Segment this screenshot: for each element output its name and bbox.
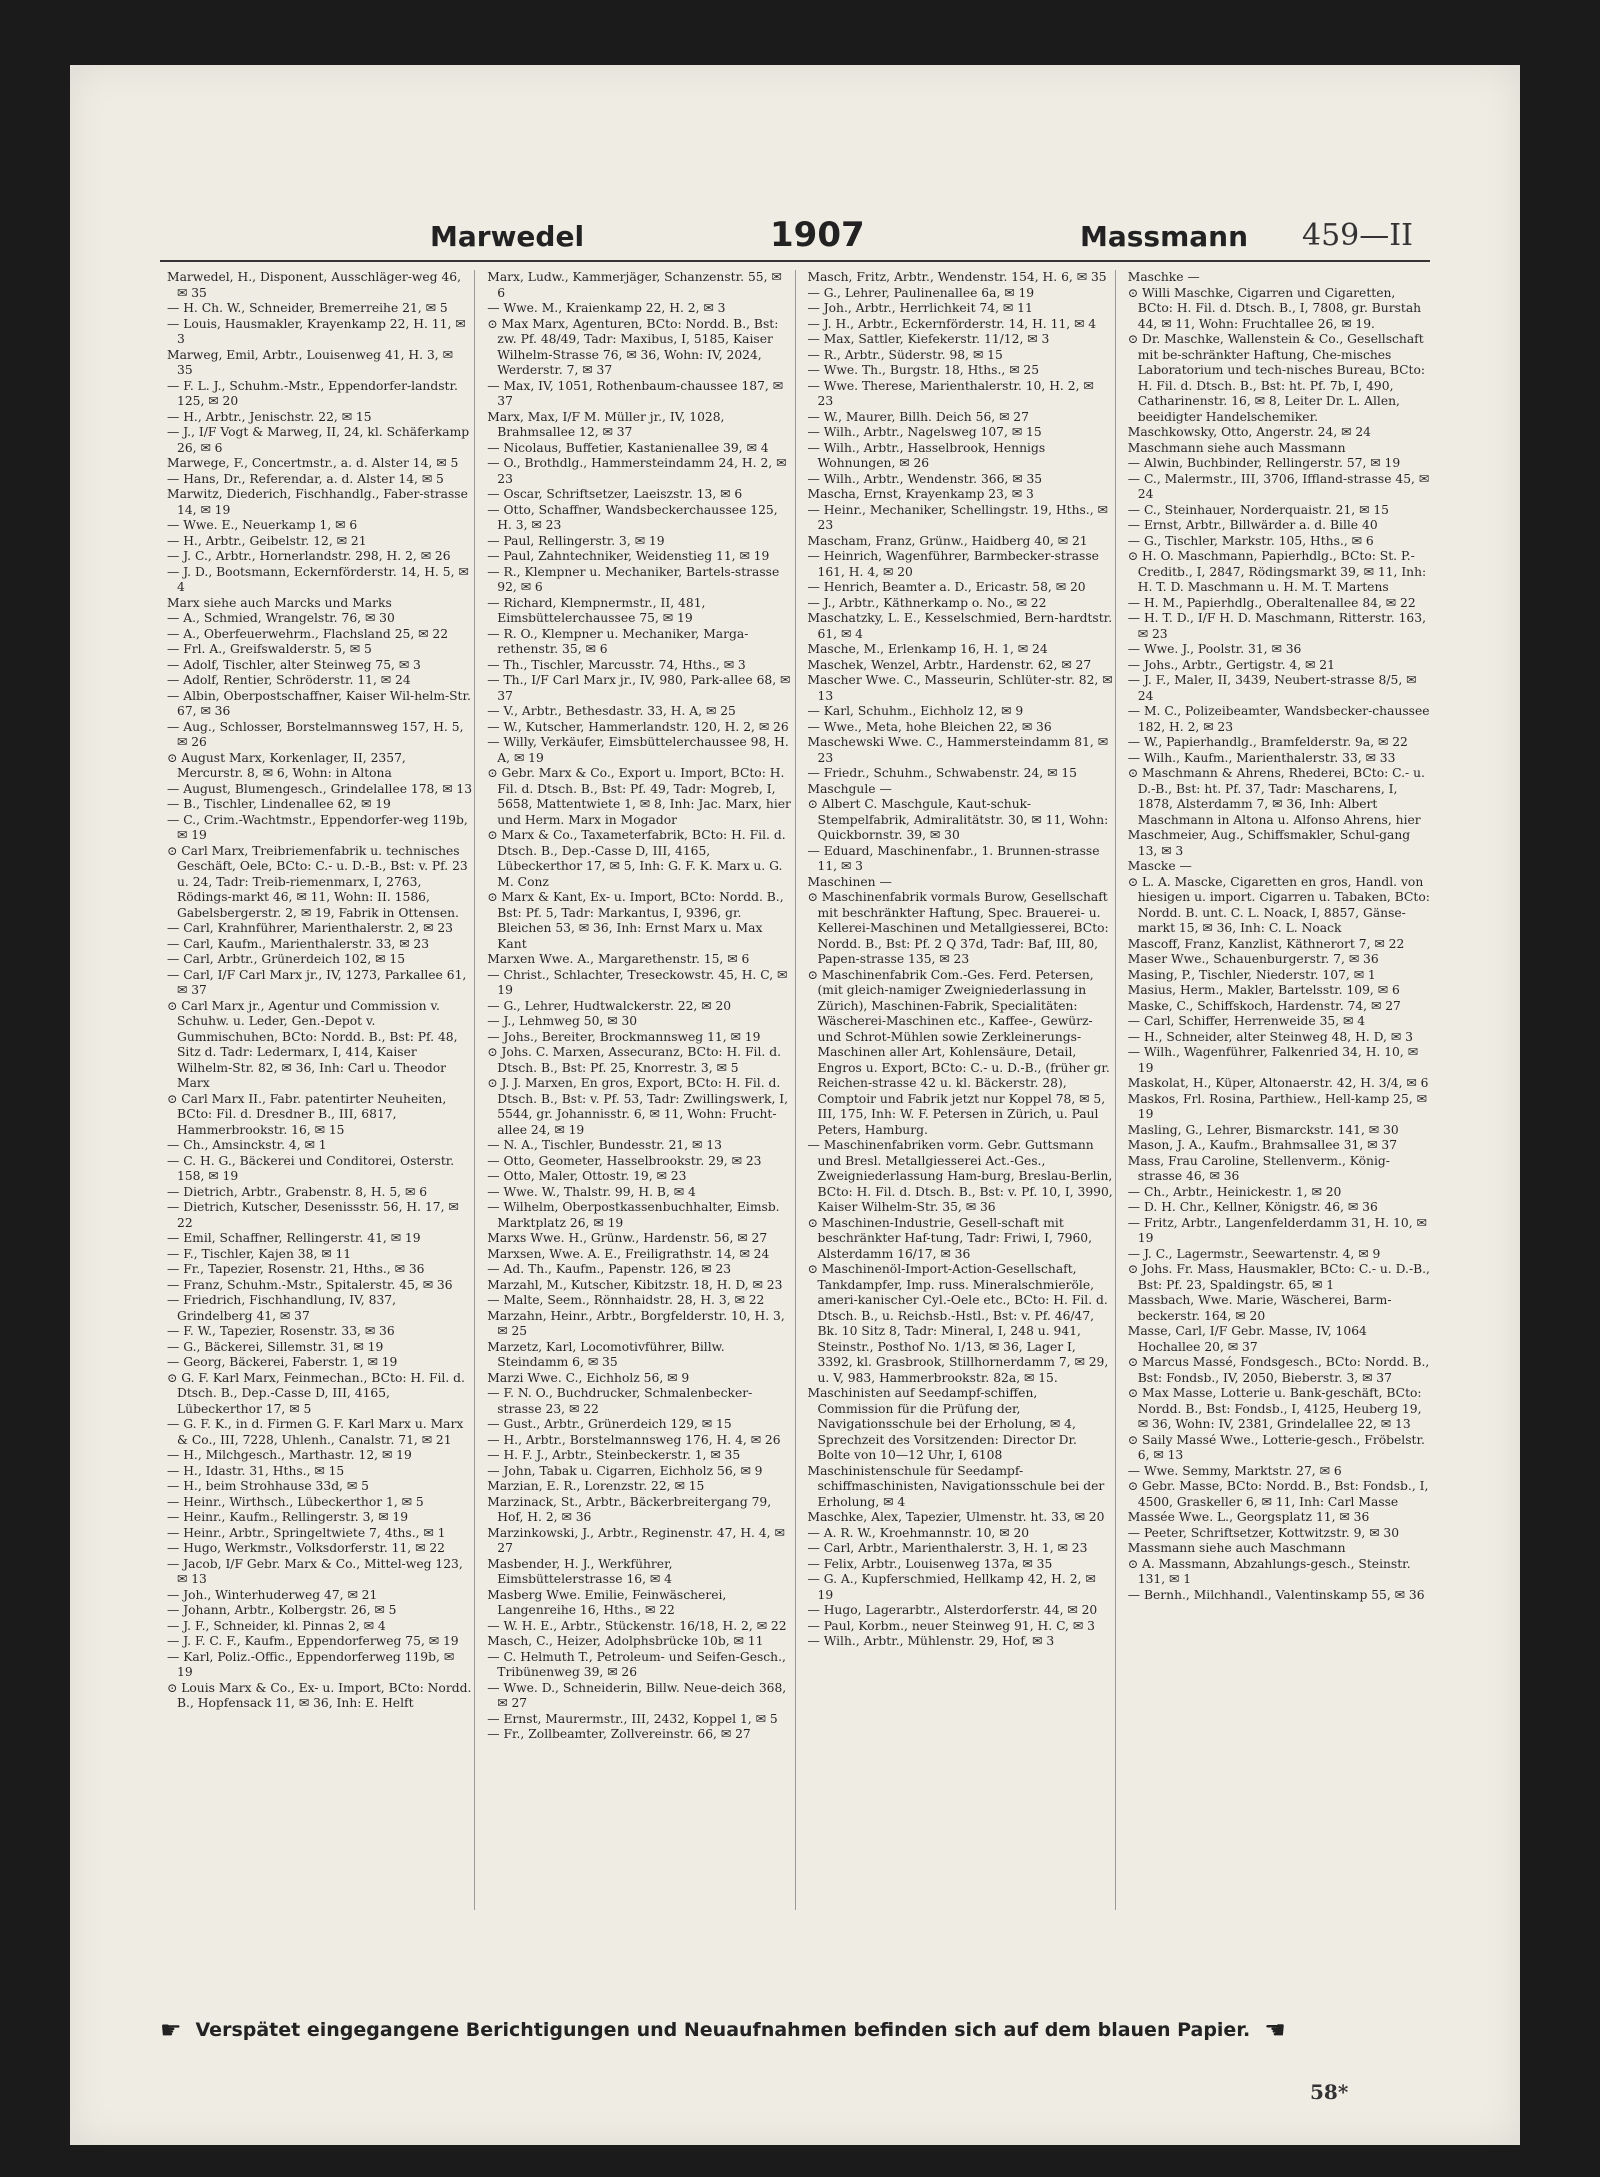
entry-columns bbox=[165, 270, 1435, 1910]
directory-entry: — Jacob, I/F Gebr. Marx & Co., Mittel-weg 123, ✉ 13 bbox=[167, 1556, 463, 1586]
directory-entry: ⊙ Maschinenöl-Import-Action-Gesellschaft, Tankdampfer, Imp. russ. Mineralschmieröle, ameri-kanischer Cyl.-Oele etc., BCto: H. Fil. d. Dtsch. B., u. Reichsb.-Hstl., Bst: v. Pf. 46/47, Bk. 10 Sitz 8, Tadr: Mineral, I, 248 u. 941, Steinstr., Posthof No. 1/13, ✉ 36, Lager I, 3392, kl. Grasbrook, Stillhornerdamm 7, ✉ 29, u. V, 983, Hammerbrookstr. 82a, ✉ 15. bbox=[807, 1262, 1109, 1385]
directory-entry: ⊙ Max Marx, Agenturen, BCto: Nordd. B., Bst: zw. Pf. 48/49, Tadr: Maxibus, I, 5185, Kaiser Wilhelm-Strasse 76, ✉ 36, Wohn: IV, 2024, Werderstr. 7, ✉ 37 bbox=[487, 316, 779, 377]
directory-entry: Maser Wwe., Schauenburgerstr. 7, ✉ 36 bbox=[1127, 952, 1379, 966]
directory-entry: — C., Crim.-Wachtmstr., Eppendorfer-weg 119b, ✉ 19 bbox=[167, 812, 468, 842]
directory-entry: — Wilhelm, Oberpostkassenbuchhalter, Eimsb. Marktplatz 26, ✉ 19 bbox=[487, 1200, 780, 1230]
directory-entry: — Hans, Dr., Referendar, a. d. Alster 14, ✉ 5 bbox=[167, 471, 444, 486]
directory-entry: ⊙ Maschinenfabrik vormals Burow, Gesellschaft mit beschränkter Haftung, Spec. Brauerei- u. Kellerei-Maschinen und Metallgiesserei, BCto: Nordd. B., Bst: Pf. 2 Q 37d, Tadr: Baf, III, 80, Papen-strasse 135, ✉ 23 bbox=[807, 890, 1109, 966]
directory-entry: Maske, C., Schiffskoch, Hardenstr. 74, ✉ 27 bbox=[1127, 998, 1401, 1013]
directory-entry: ⊙ L. A. Mascke, Cigaretten en gros, Handl. von hiesigen u. import. Cigarren u. Tabaken, BCto: Nordd. B. unt. C. L. Noack, I, 8857, Gänse-markt 15, ✉ 36, Inh: C. L. Noack bbox=[1127, 874, 1430, 935]
directory-entry: — Wilh., Arbtr., Mühlenstr. 29, Hof, ✉ 3 bbox=[807, 1634, 1055, 1648]
signature-mark: 58* bbox=[1310, 2080, 1349, 2104]
directory-entry: ⊙ Johs. C. Marxen, Assecuranz, BCto: H. Fil. d. Dtsch. B., Bst: Pf. 25, Knorrestr. 3, ✉ 5 bbox=[487, 1045, 782, 1075]
pointing-hand-icon: ☛ bbox=[160, 2016, 182, 2044]
directory-entry: Masius, Herm., Makler, Bartelsstr. 109, ✉ 6 bbox=[1127, 983, 1400, 997]
directory-entry: — Wwe. D., Schneiderin, Billw. Neue-deich 368, ✉ 27 bbox=[487, 1680, 787, 1710]
directory-entry: — D. H. Chr., Kellner, Königstr. 46, ✉ 36 bbox=[1127, 1200, 1378, 1214]
directory-entry: — Otto, Schaffner, Wandsbeckerchaussee 125, H. 3, ✉ 23 bbox=[487, 502, 778, 532]
directory-entry: — Fr., Zollbeamter, Zollvereinstr. 66, ✉ 27 bbox=[487, 1727, 751, 1741]
directory-entry: — Wwe. Therese, Marienthalerstr. 10, H. 2, ✉ 23 bbox=[807, 378, 1094, 408]
directory-entry: Mascha, Ernst, Krayenkamp 23, ✉ 3 bbox=[807, 487, 1034, 501]
directory-entry: Marwege, F., Concertmstr., a. d. Alster 14, ✉ 5 bbox=[167, 456, 459, 470]
directory-entry: — B., Tischler, Lindenallee 62, ✉ 19 bbox=[167, 797, 391, 811]
directory-entry: — Hugo, Werkmstr., Volksdorferstr. 11, ✉ 22 bbox=[167, 1541, 445, 1555]
directory-entry: — Albin, Oberpostschaffner, Kaiser Wil-helm-Str. 67, ✉ 36 bbox=[167, 688, 471, 718]
directory-entry: Masling, G., Lehrer, Bismarckstr. 141, ✉ 30 bbox=[1127, 1122, 1399, 1137]
column-4 bbox=[1126, 270, 1435, 1910]
directory-entry: — Gust., Arbtr., Grünerdeich 129, ✉ 15 bbox=[487, 1417, 732, 1431]
column-2 bbox=[485, 270, 795, 1910]
directory-entry: ⊙ Saily Massé Wwe., Lotterie-gesch., Fröbelstr. 6, ✉ 13 bbox=[1127, 1432, 1425, 1462]
directory-entry: — R., Klempner u. Mechaniker, Bartels-strasse 92, ✉ 6 bbox=[487, 564, 780, 594]
directory-entry: — J. F., Schneider, kl. Pinnas 2, ✉ 4 bbox=[167, 1618, 386, 1633]
directory-entry: — Louis, Hausmakler, Krayenkamp 22, H. 11, ✉ 3 bbox=[167, 316, 466, 346]
directory-entry: Marweg, Emil, Arbtr., Louisenweg 41, H. 3, ✉ 35 bbox=[167, 347, 453, 377]
directory-entry: — Paul, Rellingerstr. 3, ✉ 19 bbox=[487, 533, 665, 548]
header-rule bbox=[160, 260, 1430, 262]
directory-entry: — Aug., Schlosser, Borstelmannsweg 157, H. 5, ✉ 26 bbox=[167, 719, 464, 749]
directory-entry: ⊙ Carl Marx jr., Agentur und Commission v. Schuhw. u. Leder, Gen.-Depot v. Gummischuhen, BCto: Nordd. B., Bst: Pf. 48, Sitz d. Tadr: Ledermarx, I, 414, Kaiser Wilhelm-Str. 82, ✉ 36, Inh: Carl u. Theodor Marx bbox=[167, 998, 458, 1090]
directory-entry: Maskolat, H., Küper, Altonaerstr. 42, H. 3/4, ✉ 6 bbox=[1127, 1076, 1429, 1090]
directory-entry: — Carl, Arbtr., Marienthalerstr. 3, H. 1, ✉ 23 bbox=[807, 1541, 1088, 1555]
directory-entry: — Heinr., Wirthsch., Lübeckerthor 1, ✉ 5 bbox=[167, 1494, 424, 1509]
directory-entry: — Wwe. Semmy, Marktstr. 27, ✉ 6 bbox=[1127, 1463, 1342, 1478]
directory-entry: — Paul, Zahntechniker, Weidenstieg 11, ✉ 19 bbox=[487, 549, 770, 563]
directory-entry: — Richard, Klempnermstr., II, 481, Eimsbüttelerchaussee 75, ✉ 19 bbox=[487, 595, 706, 625]
directory-entry: — Frl. A., Greifswalderstr. 5, ✉ 5 bbox=[167, 642, 372, 656]
directory-entry: — F., Tischler, Kajen 38, ✉ 11 bbox=[167, 1246, 352, 1261]
directory-entry: Maschgule — bbox=[807, 781, 892, 796]
directory-entry: — Wilh., Arbtr., Wendenstr. 366, ✉ 35 bbox=[807, 471, 1043, 486]
directory-entry: ⊙ Willi Maschke, Cigarren und Cigaretten, BCto: H. Fil. d. Dtsch. B., I, 7808, gr. Burstah 44, ✉ 11, Wohn: Fruchtallee 26, ✉ 19. bbox=[1127, 285, 1422, 331]
directory-entry: — Fr., Tapezier, Rosenstr. 21, Hths., ✉ 36 bbox=[167, 1262, 425, 1276]
directory-entry: — Nicolaus, Buffetier, Kastanienallee 39, ✉ 4 bbox=[487, 440, 769, 455]
directory-entry: ⊙ Dr. Maschke, Wallenstein & Co., Gesellschaft mit be-schränkter Haftung, Che-misches Laboratorium und tech-nisches Bureau, BCto: H. Fil. d. Dtsch. B., Bst: ht. Pf. 7b, I, 490, Catharinenstr. 16, ✉ 8, Leiter Dr. L. Allen, beeidigter Handelschemiker. bbox=[1127, 332, 1425, 424]
directory-entry: — John, Tabak u. Cigarren, Eichholz 56, ✉ 9 bbox=[487, 1463, 763, 1478]
directory-entry: — Heinr., Kaufm., Rellingerstr. 3, ✉ 19 bbox=[167, 1510, 409, 1524]
directory-entry: — H., Milchgesch., Marthastr. 12, ✉ 19 bbox=[167, 1448, 412, 1462]
directory-entry: Maschkowsky, Otto, Angerstr. 24, ✉ 24 bbox=[1127, 425, 1371, 439]
directory-entry: — Wilh., Arbtr., Nagelsweg 107, ✉ 15 bbox=[807, 425, 1042, 439]
directory-entry: Marxsen, Wwe. A. E., Freiligrathstr. 14, ✉ 24 bbox=[487, 1246, 770, 1261]
directory-entry: — Ad. Th., Kaufm., Papenstr. 126, ✉ 23 bbox=[487, 1262, 732, 1276]
directory-entry: Maschmann siehe auch Massmann bbox=[1127, 440, 1346, 455]
directory-entry: Maschewski Wwe. C., Hammersteindamm 81, ✉ 23 bbox=[807, 735, 1109, 765]
directory-entry: — Otto, Geometer, Hasselbrookstr. 29, ✉ 23 bbox=[487, 1153, 762, 1168]
directory-entry: — G., Lehrer, Paulinenallee 6a, ✉ 19 bbox=[807, 285, 1035, 300]
directory-entry: — Joh., Arbtr., Herrlichkeit 74, ✉ 11 bbox=[807, 301, 1033, 315]
directory-entry: — H., Arbtr., Geibelstr. 12, ✉ 21 bbox=[167, 533, 367, 548]
directory-entry: — Ch., Amsinckstr. 4, ✉ 1 bbox=[167, 1138, 327, 1152]
directory-entry: — Ernst, Maurermstr., III, 2432, Koppel 1, ✉ 5 bbox=[487, 1711, 778, 1726]
directory-entry: — Emil, Schaffner, Rellingerstr. 41, ✉ 19 bbox=[167, 1231, 421, 1245]
directory-entry: — J. H., Arbtr., Eckernförderstr. 14, H. 11, ✉ 4 bbox=[807, 316, 1097, 331]
directory-entry: — Malte, Seem., Rönnhaidstr. 28, H. 3, ✉ 22 bbox=[487, 1293, 765, 1307]
directory-entry: — H. Ch. W., Schneider, Bremerreihe 21, ✉ 5 bbox=[167, 301, 448, 315]
directory-entry: Mass, Frau Caroline, Stellenverm., König-strasse 46, ✉ 36 bbox=[1127, 1153, 1390, 1183]
directory-entry: — G. F. K., in d. Firmen G. F. Karl Marx u. Marx & Co., III, 7228, Uhlenh., Canalstr. 71, ✉ 21 bbox=[167, 1417, 464, 1447]
directory-entry: Marzian, E. R., Lorenzstr. 22, ✉ 15 bbox=[487, 1479, 705, 1493]
directory-entry: Maschatzky, L. E., Kesselschmied, Bern-hardtstr. 61, ✉ 4 bbox=[807, 611, 1113, 641]
directory-entry: — Wwe. J., Poolstr. 31, ✉ 36 bbox=[1127, 642, 1302, 656]
directory-entry: — Oscar, Schriftsetzer, Laeiszstr. 13, ✉ 6 bbox=[487, 487, 743, 501]
directory-entry: Maschke — bbox=[1127, 270, 1200, 284]
directory-entry: Maskos, Frl. Rosina, Parthiew., Hell-kamp 25, ✉ 19 bbox=[1127, 1091, 1427, 1121]
directory-entry: — H., beim Strohhause 33d, ✉ 5 bbox=[167, 1479, 369, 1493]
directory-entry: — G. A., Kupferschmied, Hellkamp 42, H. 2, ✉ 19 bbox=[807, 1572, 1096, 1602]
directory-entry: — H. M., Papierhdlg., Oberaltenallee 84, ✉ 22 bbox=[1127, 595, 1416, 610]
directory-entry: Mascham, Franz, Grünw., Haidberg 40, ✉ 21 bbox=[807, 533, 1088, 548]
directory-entry: Masse, Carl, I/F Gebr. Masse, IV, 1064 Hochallee 20, ✉ 37 bbox=[1127, 1324, 1367, 1354]
directory-entry: — Johs., Bereiter, Brockmannsweg 11, ✉ 19 bbox=[487, 1029, 761, 1044]
directory-entry: — A., Schmied, Wrangelstr. 76, ✉ 30 bbox=[167, 611, 395, 625]
directory-entry: Mason, J. A., Kaufm., Brahmsallee 31, ✉ 37 bbox=[1127, 1138, 1398, 1152]
directory-entry: Masch, C., Heizer, Adolphsbrücke 10b, ✉ 11 bbox=[487, 1634, 764, 1648]
directory-entry: — J. F. C. F., Kaufm., Eppendorferweg 75, ✉ 19 bbox=[167, 1634, 459, 1648]
directory-entry: Maschinen — bbox=[807, 874, 892, 889]
directory-entry: Massée Wwe. L., Georgsplatz 11, ✉ 36 bbox=[1127, 1510, 1370, 1524]
directory-entry: — J. D., Bootsmann, Eckernförderstr. 14, H. 5, ✉ 4 bbox=[167, 564, 469, 594]
directory-entry: — J. F., Maler, II, 3439, Neubert-strasse 8/5, ✉ 24 bbox=[1127, 673, 1417, 703]
directory-entry: — Wwe. M., Kraienkamp 22, H. 2, ✉ 3 bbox=[487, 301, 726, 315]
directory-entry: Marwedel, H., Disponent, Ausschläger-weg 46, ✉ 35 bbox=[167, 270, 462, 300]
directory-entry: — W., Papierhandlg., Bramfelderstr. 9a, ✉ 22 bbox=[1127, 735, 1408, 749]
directory-entry: — Heinr., Arbtr., Springeltwiete 7, 4ths., ✉ 1 bbox=[167, 1525, 446, 1540]
directory-entry: Marxs Wwe. H., Grünw., Hardenstr. 56, ✉ 27 bbox=[487, 1231, 768, 1245]
directory-entry: — Wwe., Meta, hohe Bleichen 22, ✉ 36 bbox=[807, 719, 1052, 734]
directory-entry: — Carl, Schiffer, Herrenweide 35, ✉ 4 bbox=[1127, 1014, 1366, 1028]
directory-entry: — F. N. O., Buchdrucker, Schmalenbecker-strasse 23, ✉ 22 bbox=[487, 1386, 753, 1416]
directory-entry: — H. T. D., I/F H. D. Maschmann, Ritterstr. 163, ✉ 23 bbox=[1127, 611, 1426, 641]
directory-entry: ⊙ Carl Marx II., Fabr. patentirter Neuheiten, BCto: Fil. d. Dresdner B., III, 6817, Hammerbrookstr. 16, ✉ 15 bbox=[167, 1091, 447, 1137]
directory-entry: — C. Helmuth T., Petroleum- und Seifen-Gesch., Tribünenweg 39, ✉ 26 bbox=[487, 1649, 786, 1679]
directory-entry: Maschek, Wenzel, Arbtr., Hardenstr. 62, ✉ 27 bbox=[807, 657, 1092, 672]
directory-entry: — Georg, Bäckerei, Faberstr. 1, ✉ 19 bbox=[167, 1355, 398, 1369]
header-right-word: Massmann bbox=[1080, 220, 1249, 253]
directory-entry: ⊙ Carl Marx, Treibriemenfabrik u. technisches Geschäft, Oele, BCto: C.- u. D.-B., Bst: v. Pf. 23 u. 24, Tadr: Treib-riemenmarx, I, 2763, Rödings-markt 46, ✉ 11, Wohn: II. 1586, Gabelsbergerstr. 2, ✉ 19, Fabrik in Ottensen. bbox=[167, 843, 468, 920]
directory-entry: Masche, M., Erlenkamp 16, H. 1, ✉ 24 bbox=[807, 642, 1048, 656]
directory-entry: ⊙ G. F. Karl Marx, Feinmechan., BCto: H. Fil. d. Dtsch. B., Dep.-Casse D, III, 4165, Lübeckerthor 17, ✉ 5 bbox=[167, 1370, 465, 1416]
directory-entry: — H., Arbtr., Borstelmannsweg 176, H. 4, ✉ 26 bbox=[487, 1432, 781, 1447]
directory-entry: — H., Idastr. 31, Hths., ✉ 15 bbox=[167, 1463, 345, 1478]
directory-entry: — H., Schneider, alter Steinweg 48, H. D, ✉ 3 bbox=[1127, 1029, 1413, 1044]
directory-entry: Marzinack, St., Arbtr., Bäckerbreitergang 79, Hof, H. 2, ✉ 36 bbox=[487, 1494, 772, 1524]
directory-entry: — Th., I/F Carl Marx jr., IV, 980, Park-allee 68, ✉ 37 bbox=[487, 673, 791, 703]
directory-entry: Marzahn, Heinr., Arbtr., Borgfelderstr. 10, H. 3, ✉ 25 bbox=[487, 1308, 785, 1338]
header-year: 1907 bbox=[770, 215, 865, 255]
directory-entry: — Th., Tischler, Marcusstr. 74, Hths., ✉ 3 bbox=[487, 657, 746, 672]
directory-entry: — Wwe. W., Thalstr. 99, H. B, ✉ 4 bbox=[487, 1184, 696, 1199]
directory-entry: ⊙ Max Masse, Lotterie u. Bank-geschäft, BCto: Nordd. B., Bst: Fondsb., I, 4125, Heuberg 19, ✉ 36, Wohn: IV, 2381, Grindelallee 22, ✉ 13 bbox=[1127, 1386, 1422, 1431]
directory-page bbox=[70, 65, 1520, 2145]
directory-entry: ⊙ Marx & Co., Taxameterfabrik, BCto: H. Fil. d. Dtsch. B., Dep.-Casse D, III, 4165, Lübeckerthor 17, ✉ 5, Inh: G. F. K. Marx u. G. M. Conz bbox=[487, 828, 786, 889]
directory-entry: — W. H. E., Arbtr., Stückenstr. 16/18, H. 2, ✉ 22 bbox=[487, 1618, 787, 1633]
directory-entry: — Adolf, Tischler, alter Steinweg 75, ✉ 3 bbox=[167, 657, 421, 672]
pointing-hand-icon: ☚ bbox=[1264, 2016, 1286, 2044]
directory-entry: Masch, Fritz, Arbtr., Wendenstr. 154, H. 6, ✉ 35 bbox=[807, 270, 1107, 284]
directory-entry: — August, Blumengesch., Grindelallee 178, ✉ 13 bbox=[167, 781, 473, 796]
footer-notice-text: Verspätet eingegangene Berichtigungen und Neuaufnahmen befinden sich auf dem blauen Papier. bbox=[195, 2019, 1251, 2041]
directory-entry: — Adolf, Rentier, Schröderstr. 11, ✉ 24 bbox=[167, 673, 411, 687]
directory-entry: — Peeter, Schriftsetzer, Kottwitzstr. 9, ✉ 30 bbox=[1127, 1525, 1400, 1540]
directory-entry: — Maschinenfabriken vorm. Gebr. Guttsmann und Bresl. Metallgiesserei Act.-Ges., Zweigniederlassung Ham-burg, Breslau-Berlin, BCto: H. Fil. d. Dtsch. B., Bst: v. Pf. 10, I, 3990, Kaiser Wilhelm-Str. 35, ✉ 36 bbox=[807, 1138, 1113, 1214]
directory-entry: — Ch., Arbtr., Heinickestr. 1, ✉ 20 bbox=[1127, 1184, 1342, 1199]
directory-entry: ⊙ Maschinen-Industrie, Gesell-schaft mit beschränkter Haf-tung, Tadr: Friwi, I, 7960, Alsterdamm 16/17, ✉ 36 bbox=[807, 1215, 1093, 1261]
directory-entry: Maschke, Alex, Tapezier, Ulmenstr. ht. 33, ✉ 20 bbox=[807, 1510, 1105, 1524]
directory-entry: — Bernh., Milchhandl., Valentinskamp 55, ✉ 36 bbox=[1127, 1587, 1425, 1602]
directory-entry: — Johann, Arbtr., Kolbergstr. 26, ✉ 5 bbox=[167, 1603, 397, 1617]
directory-entry: — M. C., Polizeibeamter, Wandsbecker-chaussee 182, H. 2, ✉ 23 bbox=[1127, 704, 1430, 734]
directory-entry: — Joh., Winterhuderweg 47, ✉ 21 bbox=[167, 1587, 378, 1602]
directory-entry: ⊙ Gebr. Marx & Co., Export u. Import, BCto: H. Fil. d. Dtsch. B., Bst: Pf. 49, Tadr: Mogreb, I, 5658, Mattentwiete 1, ✉ 8, Inh: Jac. Marx, hier und Herm. Marx in Mogador bbox=[487, 766, 791, 827]
column-1 bbox=[165, 270, 475, 1910]
directory-entry: — Alwin, Buchbinder, Rellingerstr. 57, ✉ 19 bbox=[1127, 456, 1401, 470]
directory-entry: — Ernst, Arbtr., Billwärder a. d. Bille 40 bbox=[1127, 518, 1378, 532]
directory-entry: — Paul, Korbm., neuer Steinweg 91, H. C, ✉ 3 bbox=[807, 1618, 1095, 1633]
directory-entry: — F. L. J., Schuhm.-Mstr., Eppendorfer-landstr. 125, ✉ 20 bbox=[167, 378, 458, 408]
directory-entry: — H. F. J., Arbtr., Steinbeckerstr. 1, ✉ 35 bbox=[487, 1448, 741, 1462]
directory-entry: — Otto, Maler, Ottostr. 19, ✉ 23 bbox=[487, 1169, 687, 1183]
directory-entry: Mascoff, Franz, Kanzlist, Käthnerort 7, ✉ 22 bbox=[1127, 936, 1405, 951]
directory-entry: Mascke — bbox=[1127, 859, 1192, 873]
page-header bbox=[70, 160, 1520, 255]
directory-entry: — Max, IV, 1051, Rothenbaum-chaussee 187, ✉ 37 bbox=[487, 378, 784, 408]
directory-entry: Marx, Max, I/F M. Müller jr., IV, 1028, Brahmsallee 12, ✉ 37 bbox=[487, 409, 725, 439]
directory-entry: Maschinistenschule für Seedampf-schiffmaschinisten, Navigationsschule bei der Erholung, ✉ 4 bbox=[807, 1463, 1105, 1509]
column-3 bbox=[806, 270, 1116, 1910]
directory-entry: Marzetz, Karl, Locomotivführer, Billw. Steindamm 6, ✉ 35 bbox=[487, 1339, 725, 1369]
directory-entry: Masberg Wwe. Emilie, Feinwäscherei, Langenreihe 16, Hths., ✉ 22 bbox=[487, 1587, 727, 1617]
directory-entry: — Dietrich, Kutscher, Desenissstr. 56, H. 17, ✉ 22 bbox=[167, 1200, 459, 1230]
directory-entry: — J., I/F Vogt & Marweg, II, 24, kl. Schäferkamp 26, ✉ 6 bbox=[167, 425, 470, 455]
directory-entry: — C., Steinhauer, Norderquaistr. 21, ✉ 15 bbox=[1127, 502, 1389, 517]
directory-entry: — J., Lehmweg 50, ✉ 30 bbox=[487, 1014, 638, 1028]
directory-entry: Maschinisten auf Seedampf-schiffen, Commission für die Prüfung der, Navigationsschule bei der Erholung, ✉ 4, Sprechzeit des Vorsitzenden: Director Dr. Bolte von 10—12 Uhr, I, 6108 bbox=[807, 1386, 1077, 1462]
directory-entry: — Carl, I/F Carl Marx jr., IV, 1273, Parkallee 61, ✉ 37 bbox=[167, 967, 467, 997]
directory-entry: — Max, Sattler, Kiefekerstr. 11/12, ✉ 3 bbox=[807, 332, 1050, 346]
directory-entry: — W., Kutscher, Hammerlandstr. 120, H. 2, ✉ 26 bbox=[487, 719, 789, 734]
directory-entry: Mascher Wwe. C., Masseurin, Schlüter-str. 82, ✉ 13 bbox=[807, 673, 1113, 703]
directory-entry: — O., Brothdlg., Hammersteindamm 24, H. 2, ✉ 23 bbox=[487, 456, 787, 486]
directory-entry: — V., Arbtr., Bethesdastr. 33, H. A, ✉ 25 bbox=[487, 704, 736, 718]
directory-entry: — Dietrich, Arbtr., Grabenstr. 8, H. 5, ✉ 6 bbox=[167, 1184, 428, 1199]
directory-entry: — Wilh., Wagenführer, Falkenried 34, H. 10, ✉ 19 bbox=[1127, 1045, 1419, 1075]
directory-entry: — Felix, Arbtr., Louisenweg 137a, ✉ 35 bbox=[807, 1556, 1053, 1571]
directory-entry: Marx siehe auch Marcks und Marks bbox=[167, 595, 392, 610]
directory-entry: — Franz, Schuhm.-Mstr., Spitalerstr. 45, ✉ 36 bbox=[167, 1277, 453, 1292]
directory-entry: — G., Lehrer, Hudtwalckerstr. 22, ✉ 20 bbox=[487, 998, 732, 1013]
directory-entry: Masing, P., Tischler, Niederstr. 107, ✉ 1 bbox=[1127, 967, 1376, 982]
footer-notice bbox=[160, 2010, 1430, 2050]
directory-entry: — N. A., Tischler, Bundesstr. 21, ✉ 13 bbox=[487, 1138, 722, 1152]
directory-entry: — G., Tischler, Markstr. 105, Hths., ✉ 6 bbox=[1127, 533, 1374, 548]
directory-entry: — Heinr., Mechaniker, Schellingstr. 19, Hths., ✉ 23 bbox=[807, 502, 1108, 532]
directory-entry: ⊙ A. Massmann, Abzahlungs-gesch., Steinstr. 131, ✉ 1 bbox=[1127, 1556, 1411, 1586]
directory-entry: Massbach, Wwe. Marie, Wäscherei, Barm-beckerstr. 164, ✉ 20 bbox=[1127, 1293, 1392, 1323]
directory-entry: — H., Arbtr., Jenischstr. 22, ✉ 15 bbox=[167, 409, 372, 424]
directory-entry: Marzi Wwe. C., Eichholz 56, ✉ 9 bbox=[487, 1370, 690, 1385]
page-number: 459—II bbox=[1302, 218, 1413, 253]
directory-entry: Marzahl, M., Kutscher, Kibitzstr. 18, H. D, ✉ 23 bbox=[487, 1277, 783, 1292]
directory-entry: ⊙ Maschinenfabrik Com.-Ges. Ferd. Petersen, (mit gleich-namiger Zweigniederlassung in Zürich), Maschinen-Fabrik, Specialitäten: Wäscherei-Maschinen etc., Kaffee-, Gewürz- und Schrot-Mühlen sowie Zerkleinerungs-Maschinen aller Art, Kohlensäure, Detail, Engros u. Export, BCto: C.- u. D.-B., (früher gr. Reichen-strasse 42 u. kl. Bäckerstr. 28), Comptoir und Fabrik jetzt nur Koppel 78, ✉ 5, III, 175, Inh: W. F. Petersen in Zürich, u. Paul Peters, Hamburg. bbox=[807, 967, 1110, 1137]
directory-entry: — Wilh., Kaufm., Marienthalerstr. 33, ✉ 33 bbox=[1127, 750, 1396, 765]
directory-entry: Marwitz, Diederich, Fischhandlg., Faber-strasse 14, ✉ 19 bbox=[167, 487, 468, 517]
directory-entry: — Fritz, Arbtr., Langenfelderdamm 31, H. 10, ✉ 19 bbox=[1127, 1215, 1427, 1245]
directory-entry: — Carl, Kaufm., Marienthalerstr. 33, ✉ 23 bbox=[167, 936, 430, 951]
directory-entry: — J. C., Arbtr., Hornerlandstr. 298, H. 2, ✉ 26 bbox=[167, 549, 451, 563]
directory-entry: — Henrich, Beamter a. D., Ericastr. 58, ✉ 20 bbox=[807, 580, 1086, 594]
directory-entry: — Heinrich, Wagenführer, Barmbecker-strasse 161, H. 4, ✉ 20 bbox=[807, 549, 1099, 579]
directory-entry: — R., Arbtr., Süderstr. 98, ✉ 15 bbox=[807, 347, 1003, 362]
directory-entry: ⊙ August Marx, Korkenlager, II, 2357, Mercurstr. 8, ✉ 6, Wohn: in Altona bbox=[167, 750, 406, 780]
directory-entry: Masbender, H. J., Werkführer, Eimsbüttelerstrasse 16, ✉ 4 bbox=[487, 1556, 673, 1586]
directory-entry: ⊙ Marx & Kant, Ex- u. Import, BCto: Nordd. B., Bst: Pf. 5, Tadr: Markantus, I, 9396, gr. Bleichen 53, ✉ 36, Inh: Ernst Marx u. Max Kant bbox=[487, 890, 784, 951]
directory-entry: ⊙ H. O. Maschmann, Papierhdlg., BCto: St. P.-Creditb., I, 2847, Rödingsmarkt 39, ✉ 11, Inh: H. T. D. Maschmann u. H. M. T. Martens bbox=[1127, 549, 1427, 594]
directory-entry: — F. W., Tapezier, Rosenstr. 33, ✉ 36 bbox=[167, 1324, 395, 1338]
directory-entry: — R. O., Klempner u. Mechaniker, Marga-rethenstr. 35, ✉ 6 bbox=[487, 626, 749, 656]
directory-entry: — Hugo, Lagerarbtr., Alsterdorferstr. 44, ✉ 20 bbox=[807, 1603, 1098, 1617]
directory-entry: Marx, Ludw., Kammerjäger, Schanzenstr. 55, ✉ 6 bbox=[487, 270, 782, 300]
directory-entry: — Friedrich, Fischhandlung, IV, 837, Grindelberg 41, ✉ 37 bbox=[167, 1293, 397, 1323]
directory-entry: — Eduard, Maschinenfabr., 1. Brunnen-strasse 11, ✉ 3 bbox=[807, 843, 1100, 873]
directory-entry: — W., Maurer, Billh. Deich 56, ✉ 27 bbox=[807, 409, 1029, 424]
directory-entry: ⊙ Gebr. Masse, BCto: Nordd. B., Bst: Fondsb., I, 4500, Graskeller 6, ✉ 11, Inh: Carl Masse bbox=[1127, 1479, 1429, 1509]
directory-entry: ⊙ Albert C. Maschgule, Kaut-schuk-Stempelfabrik, Admiralitätstr. 30, ✉ 11, Wohn: Quickbornstr. 39, ✉ 30 bbox=[807, 797, 1109, 842]
directory-entry: — J., Arbtr., Käthnerkamp o. No., ✉ 22 bbox=[807, 595, 1047, 610]
directory-entry: — Karl, Poliz.-Offic., Eppendorferweg 119b, ✉ 19 bbox=[167, 1649, 455, 1679]
directory-entry: Massmann siehe auch Maschmann bbox=[1127, 1541, 1346, 1555]
directory-entry: — Johs., Arbtr., Gertigstr. 4, ✉ 21 bbox=[1127, 657, 1335, 672]
directory-entry: — Wwe. E., Neuerkamp 1, ✉ 6 bbox=[167, 518, 358, 532]
directory-entry: ⊙ Johs. Fr. Mass, Hausmakler, BCto: C.- u. D.-B., Bst: Pf. 23, Spaldingstr. 65, ✉ 1 bbox=[1127, 1262, 1430, 1292]
directory-entry: — Carl, Krahnführer, Marienthalerstr. 2, ✉ 23 bbox=[167, 921, 454, 935]
directory-entry: — C., Malermstr., III, 3706, Iffland-strasse 45, ✉ 24 bbox=[1127, 471, 1430, 501]
header-left-word: Marwedel bbox=[430, 220, 585, 253]
directory-entry: ⊙ Louis Marx & Co., Ex- u. Import, BCto: Nordd. B., Hopfensack 11, ✉ 36, Inh: E. Helft bbox=[167, 1680, 472, 1710]
directory-entry: — J. C., Lagermstr., Seewartenstr. 4, ✉ 9 bbox=[1127, 1246, 1381, 1261]
directory-entry: — Christ., Schlachter, Treseckowstr. 45, H. C, ✉ 19 bbox=[487, 967, 788, 997]
directory-entry: — C. H. G., Bäckerei und Conditorei, Osterstr. 158, ✉ 19 bbox=[167, 1153, 455, 1183]
directory-entry: — Wilh., Arbtr., Hasselbrook, Hennigs Wohnungen, ✉ 26 bbox=[807, 440, 1046, 470]
directory-entry: — Wwe. Th., Burgstr. 18, Hths., ✉ 25 bbox=[807, 363, 1040, 377]
directory-entry: — Willy, Verkäufer, Eimsbüttelerchaussee 98, H. A, ✉ 19 bbox=[487, 735, 789, 765]
directory-entry: ⊙ Marcus Massé, Fondsgesch., BCto: Nordd. B., Bst: Fondsb., IV, 2050, Bieberstr. 3, ✉ 37 bbox=[1127, 1355, 1430, 1385]
directory-entry: Marxen Wwe. A., Margarethenstr. 15, ✉ 6 bbox=[487, 952, 750, 966]
directory-entry: Marzinkowski, J., Arbtr., Reginenstr. 47, H. 4, ✉ 27 bbox=[487, 1525, 785, 1555]
directory-entry: — G., Bäckerei, Sillemstr. 31, ✉ 19 bbox=[167, 1339, 384, 1354]
directory-entry: ⊙ J. J. Marxen, En gros, Export, BCto: H. Fil. d. Dtsch. B., Bst: v. Pf. 53, Tadr: Zwillingswerk, I, 5544, gr. Johannisstr. 6, ✉ 11, Wohn: Frucht-allee 24, ✉ 19 bbox=[487, 1076, 789, 1137]
directory-entry: — A., Oberfeuerwehrm., Flachsland 25, ✉ 22 bbox=[167, 626, 449, 641]
directory-entry: — Carl, Arbtr., Grünerdeich 102, ✉ 15 bbox=[167, 952, 406, 966]
directory-entry: — Friedr., Schuhm., Schwabenstr. 24, ✉ 15 bbox=[807, 766, 1077, 780]
directory-entry: — A. R. W., Kroehmannstr. 10, ✉ 20 bbox=[807, 1525, 1030, 1540]
directory-entry: — Karl, Schuhm., Eichholz 12, ✉ 9 bbox=[807, 704, 1024, 718]
directory-entry: ⊙ Maschmann & Ahrens, Rhederei, BCto: C.- u. D.-B., Bst: ht. Pf. 37, Tadr: Mascharens, I, 1878, Alsterdamm 7, ✉ 36, Inh: Albert Maschmann in Altona u. Alfonso Ahrens, hier bbox=[1127, 766, 1425, 827]
directory-entry: Maschmeier, Aug., Schiffsmakler, Schul-gang 13, ✉ 3 bbox=[1127, 828, 1411, 858]
